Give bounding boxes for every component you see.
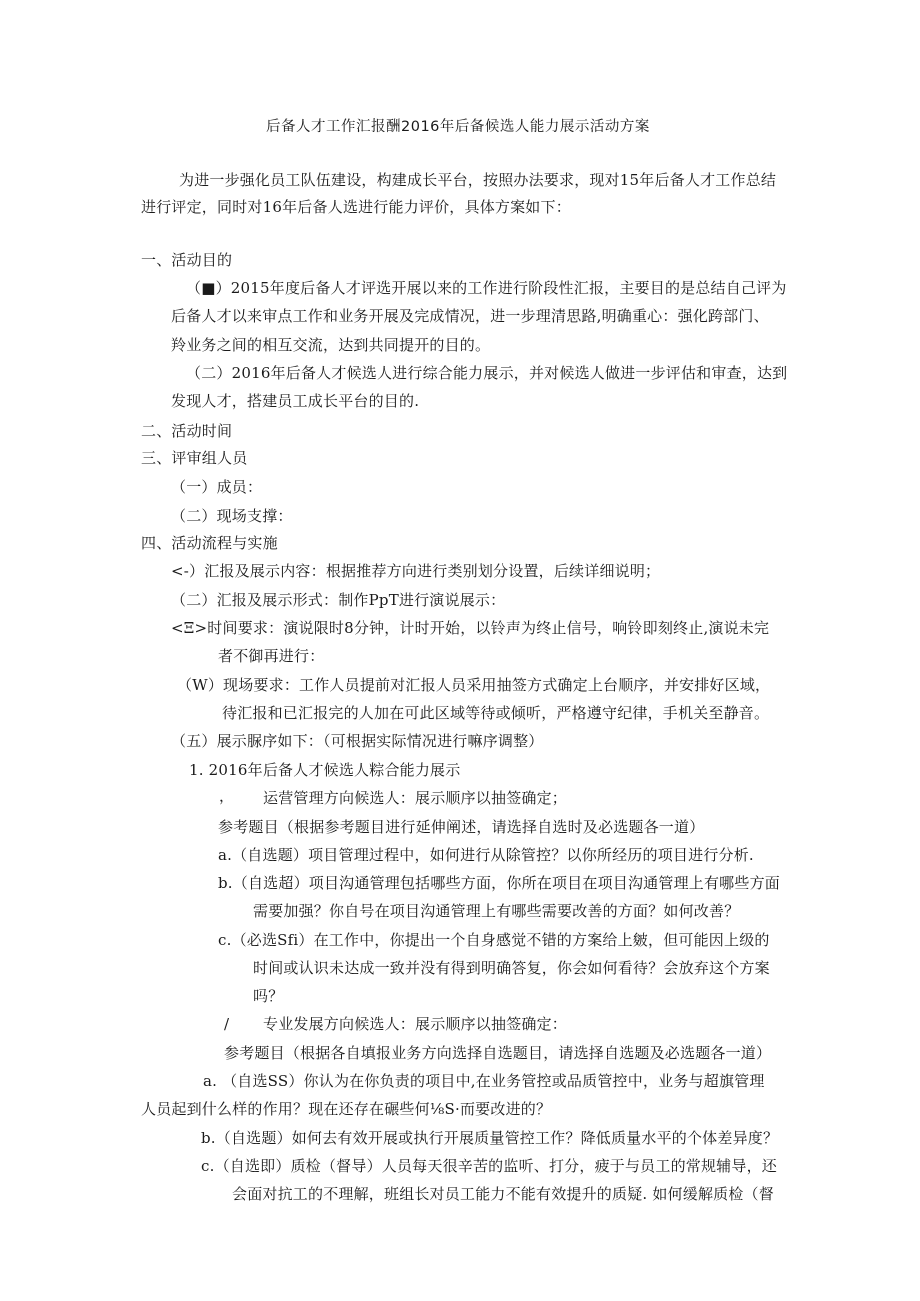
ops-question-b-line-2: 需要加强？你自号在项目沟通管理上有哪些需要改善的方面？如何改善？	[253, 902, 740, 920]
section-3-heading: 三、评审组人员	[141, 449, 248, 467]
s4-item-3-line-1: <Ξ>时间要求：演说限时8分钟，计时开始，以铃声为终止信号，响铃即刻终止,演说未完	[171, 619, 770, 637]
pro-question-a-line-1: a. （自选SS）你认为在你负责的项目中,在业务管控或品质管控中，业务与超旗管理	[203, 1072, 765, 1090]
section-4-heading: 四、活动流程与实施	[141, 534, 278, 552]
ops-question-a: a.（自选题）项目管理过程中，如何进行从除管控？以你所经历的项目进行分析.	[218, 846, 754, 864]
ops-question-c-line-2: 时间或认识未达成一致并没有得到明确答复，你会如何看待？会放弃这个方案	[253, 959, 770, 977]
pro-question-c-line-2: 会面对抗工的不理解，班组长对员工能力不能有效提升的质疑. 如何缓解质检（督	[232, 1185, 774, 1203]
ops-bullet: ，	[219, 787, 235, 805]
ops-question-c-line-1: c.（必选Sfi）在工作中，你提出一个自身感觉不错的方案给上皴，但可能因上级的	[218, 931, 770, 949]
ops-label: 运营管理方向候选人：展示顺序以抽签确定；	[263, 789, 568, 807]
list-item-1: 1. 2016年后备人才候选人粽合能力展示	[189, 761, 461, 779]
ops-question-b-line-1: b.（自选超）项目沟通管理包括哪些方面，你所在项目在项目沟通管理上有哪些方面	[218, 874, 780, 892]
s4-item-2: （二）汇报及展示形式：制作PpT进行演说展示：	[171, 591, 506, 609]
s4-item-3-line-2: 者不御再进行：	[218, 647, 325, 665]
section-2-heading: 二、活动时间	[141, 422, 233, 440]
intro-line-1: 为进一步强化员工队伍建设，构建成长平台，按照办法要求，现对15年后备人才工作总结	[179, 171, 777, 189]
s1-p2-line-2: 发现人才，搭建员工成长平台的目的.	[171, 392, 420, 410]
s1-p1-line-2: 后备人才以来审点工作和业务开展及完成情况，进一步理清思路,明确重心：强化跨部门、	[171, 307, 769, 325]
document-title: 后备人才工作汇报酬2016年后备候选人能力展示活动方案	[266, 119, 650, 135]
s1-p1-line-1: （■）2015年度后备人才评选开展以来的工作进行阶段性汇报，主要目的是总结自己评为	[186, 279, 787, 297]
s4-item-1: <-）汇报及展示内容：根据推荐方向进行类别划分设置，后续详细说明；	[171, 562, 661, 580]
s4-item-4-line-1: （W）现场要求：工作人员提前对汇报人员采用抽签方式确定上台顺序，并安排好区域，	[177, 676, 771, 694]
section-1-heading: 一、活动目的	[141, 251, 233, 269]
s3-item-members: （一）成员：	[171, 478, 263, 496]
pro-question-a-line-2: 人员起到什么样的作用？现在还存在碾些何⅛S·而要改进的？	[141, 1100, 552, 1118]
pro-label: 专业发展方向候选人：展示顺序以抽签确定：	[263, 1015, 568, 1033]
intro-line-2: 进行评定，同时对16年后备人选进行能力评价，具体方案如下：	[141, 198, 571, 216]
s3-item-support: （二）现场支撑：	[171, 507, 293, 525]
pro-question-c-line-1: c.（自选即）质检（督导）人员每天很辛苦的监听、打分，疲于与员工的常规辅导，还	[201, 1157, 777, 1175]
s1-p1-line-3: 羚业务之间的相互交流，达到共同提开的目的。	[171, 336, 491, 354]
pro-bullet: /	[224, 1015, 230, 1033]
s1-p2-line-1: （二）2016年后备人才候选人进行综合能力展示，并对候选人做进一步评估和审查，达到	[186, 364, 788, 382]
s4-item-5: （五）展示脲序如下：（可根据实际情况进行嘛序调整）	[171, 732, 544, 750]
s4-item-4-line-2: 待汇报和已汇报完的人加在可此区域等待或倾听，严格遵守纪律，手机关至静音。	[222, 704, 770, 722]
pro-question-b: b.（自选题）如何去有效开展或执行开展质量管控工作？降低质量水平的个体差异度？	[201, 1129, 779, 1147]
pro-reference: 参考题目（根据各自填报业务方向选择自选题目，请选择自选题及必选题各一道）	[224, 1044, 772, 1062]
ops-question-c-line-3: 吗？	[253, 987, 284, 1005]
ops-reference: 参考题目（根据参考题目进行延伸阐述，请选择自选时及必选题各一道）	[218, 818, 705, 836]
